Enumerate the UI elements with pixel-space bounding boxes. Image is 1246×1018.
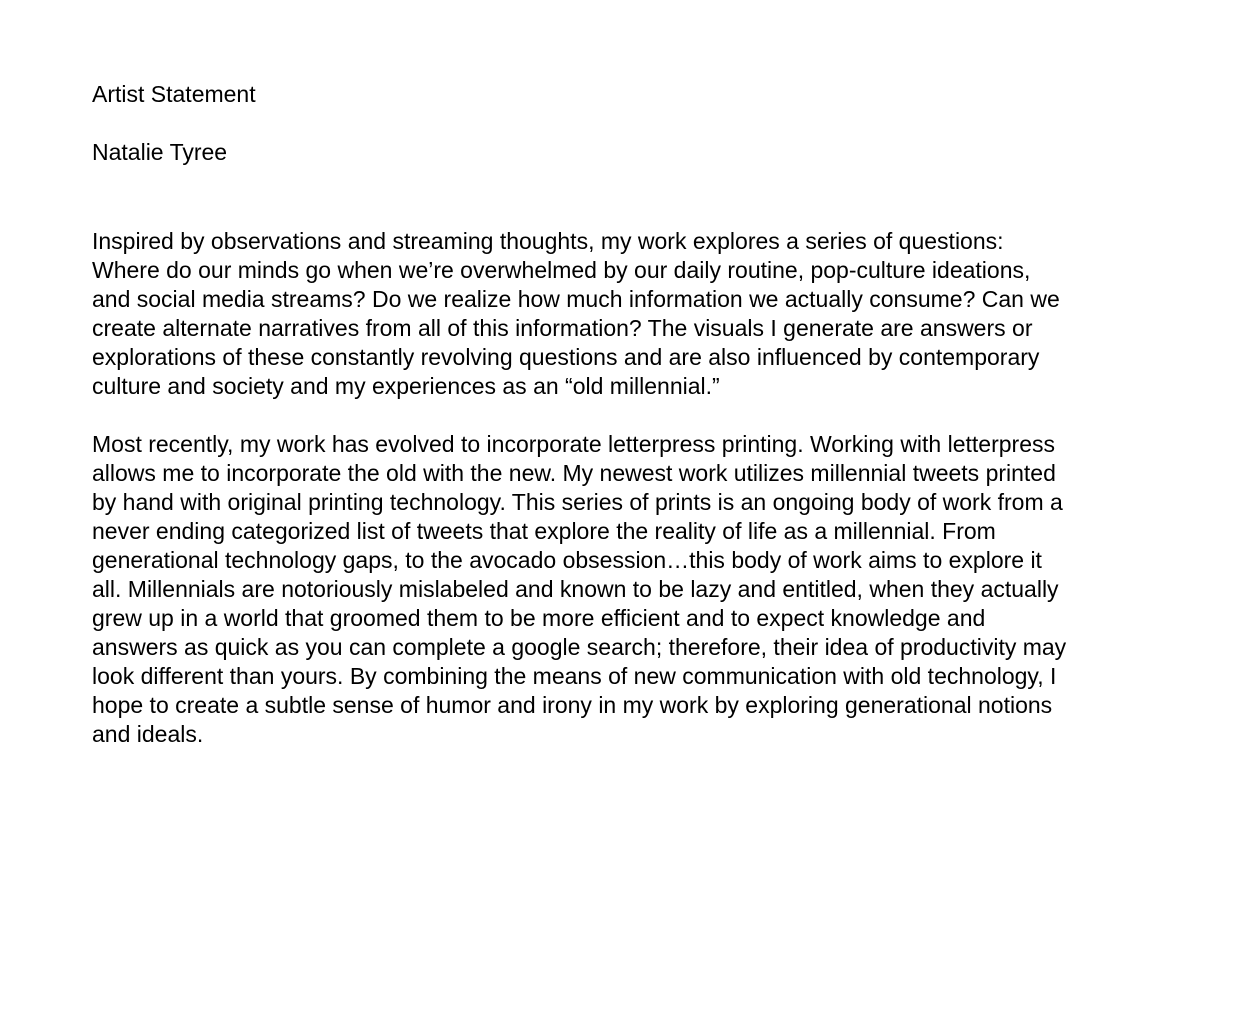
paragraph-2 [92,430,1132,749]
paragraph-line: by hand with original printing technology. This series of prints is an ongoing body of work from a [92,489,1063,515]
paragraph-line: hope to create a subtle sense of humor and irony in my work by exploring generational notions [92,692,1053,718]
paragraph-line: allows me to incorporate the old with the new. My newest work utilizes millennial tweets printed [92,460,1056,486]
document-page [92,80,1132,778]
paragraph-line: generational technology gaps, to the avocado obsession…this body of work aims to explore it [92,547,1042,573]
paragraph-line: Most recently, my work has evolved to incorporate letterpress printing. Working with letterpress [92,431,1055,457]
paragraph-line: Inspired by observations and streaming thoughts, my work explores a series of questions: [92,228,1004,254]
paragraph-1 [92,227,1132,401]
paragraph-line: and ideals. [92,721,204,747]
paragraph-line: explorations of these constantly revolving questions and are also influenced by contemporary [92,344,1040,370]
document-title: Artist Statement [92,81,256,107]
paragraph-line: all. Millennials are notoriously mislabeled and known to be lazy and entitled, when they actually [92,576,1059,602]
paragraph-line: answers as quick as you can complete a google search; therefore, their idea of productivity may [92,634,1067,660]
paragraph-line: create alternate narratives from all of this information? The visuals I generate are answers or [92,315,1033,341]
paragraph-line: Where do our minds go when we’re overwhelmed by our daily routine, pop-culture ideations, [92,257,1031,283]
paragraph-line: look different than yours. By combining the means of new communication with old technology, I [92,663,1057,689]
document-body [92,227,1132,749]
paragraph-line: grew up in a world that groomed them to be more efficient and to expect knowledge and [92,605,986,631]
paragraph-line: culture and society and my experiences as an “old millennial.” [92,373,720,399]
paragraph-line: and social media streams? Do we realize how much information we actually consume? Can we [92,286,1060,312]
paragraph-line: never ending categorized list of tweets that explore the reality of life as a millennial. From [92,518,996,544]
author-name: Natalie Tyree [92,139,228,165]
